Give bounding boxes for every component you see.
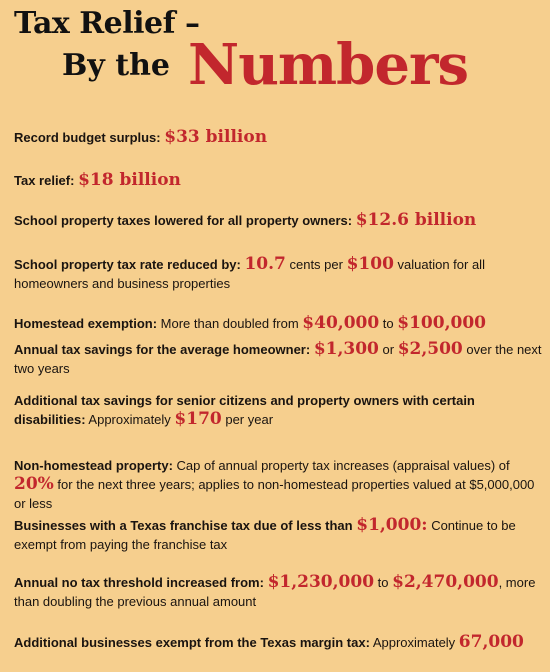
- title-line2: By the: [62, 48, 170, 83]
- item-school-taxes-lowered: School property taxes lowered for all property owners: $12.6 billion: [14, 210, 477, 230]
- title-line1: Tax Relief –: [14, 6, 200, 41]
- item-senior-savings: Additional tax savings for senior citizens and property owners with certain disabilities: Approximately $170 per year: [14, 393, 475, 429]
- item-homestead-exemption: Homestead exemption: More than doubled from $40,000 to $100,000: [14, 313, 486, 333]
- title-numbers: Numbers: [188, 32, 468, 98]
- item-margin-tax-exempt: Additional businesses exempt from the Texas margin tax: Approximately 67,000: [14, 632, 524, 652]
- item-annual-savings: Annual tax savings for the average homeowner: $1,300 or $2,500 over the next two years: [14, 339, 542, 376]
- item-no-tax-threshold: Annual no tax threshold increased from: $1,230,000 to $2,470,000, more than doubling the previous annual amount: [14, 572, 536, 609]
- item-tax-rate-reduced: School property tax rate reduced by: 10.7 cents per $100 valuation for all homeowners and business properties: [14, 254, 485, 291]
- item-tax-relief: Tax relief: $18 billion: [14, 170, 181, 190]
- item-non-homestead: Non-homestead property: Cap of annual property tax increases (appraisal values) of 20% for the next three years; applies to non-homestead properties valued at $5,000,000 or less: [14, 458, 535, 511]
- item-franchise-tax: Businesses with a Texas franchise tax due of less than $1,000: Continue to be exempt from paying the franchise tax: [14, 515, 516, 552]
- item-budget-surplus: Record budget surplus: $33 billion: [14, 127, 268, 147]
